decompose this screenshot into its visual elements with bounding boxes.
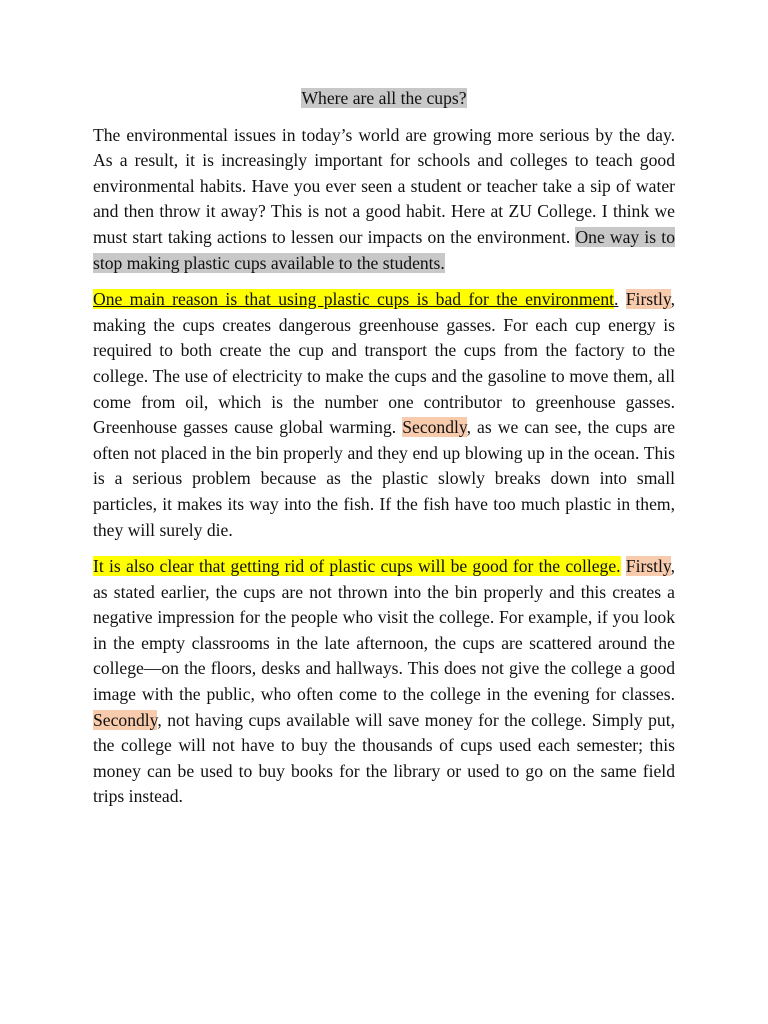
transition-firstly-1: Firstly (625, 289, 671, 310)
topic-sentence-1-period: . (614, 289, 619, 310)
transition-secondly-2: Secondly (93, 709, 158, 730)
body-2-text-a: , as stated earlier, the cups are not thrown into the bin properly and this creates a negative impression for the people who visit the college. For example, if you look in the empty classrooms in the late afternoon, the cups are scattered around the college—on the floors, desks and hallways. This does not give the college a good image with the public, who often come to the college in the evening for classes. (93, 556, 675, 705)
paragraph-introduction (93, 123, 675, 277)
body-1-text-b: , as we can see, the cups are often not placed in the bin properly and they end up blowing up in the ocean. This is a serious problem because as the plastic slowly breaks down into small particles, it makes its way into the fish. If the fish have too much plastic in them, they will surely die. (93, 417, 676, 540)
topic-sentence-2: It is also clear that getting rid of plastic cups will be good for the college. (93, 556, 621, 577)
intro-text: The environmental issues in today’s world are growing more serious by the day. As a result, it is increasingly important for schools and colleges to teach good environmental habits. Have you ever seen a student or teacher take a sip of water and then throw it away? This is not a good habit. Here at ZU College. I think we must start taking actions to lessen our impacts on the environment. (93, 124, 675, 247)
topic-sentence-1: One main reason is that using plastic cups is bad for the environment (93, 289, 615, 310)
thesis-statement: One way is to stop making plastic cups available to the students. (93, 226, 675, 273)
document-page (93, 86, 675, 821)
document-title (93, 86, 675, 112)
transition-secondly-1: Secondly (402, 417, 467, 438)
transition-firstly-2: Firstly (625, 556, 671, 577)
paragraph-body-2 (93, 554, 675, 810)
title-text: Where are all the cups? (301, 88, 467, 108)
paragraph-body-1 (93, 287, 675, 543)
body-2-text-b: , not having cups available will save money for the college. Simply put, the college will not have to buy the thousands of cups used each semester; this money can be used to buy books for the library or used to go on the same field trips instead. (93, 709, 675, 807)
body-1-text-a: , making the cups creates dangerous greenhouse gasses. For each cup energy is required to both create the cup and transport the cups from the factory to the college. The use of electricity to make the cups and the gasoline to move them, all come from oil, which is the number one contributor to greenhouse gasses. Greenhouse gasses cause global warming. (93, 289, 675, 438)
